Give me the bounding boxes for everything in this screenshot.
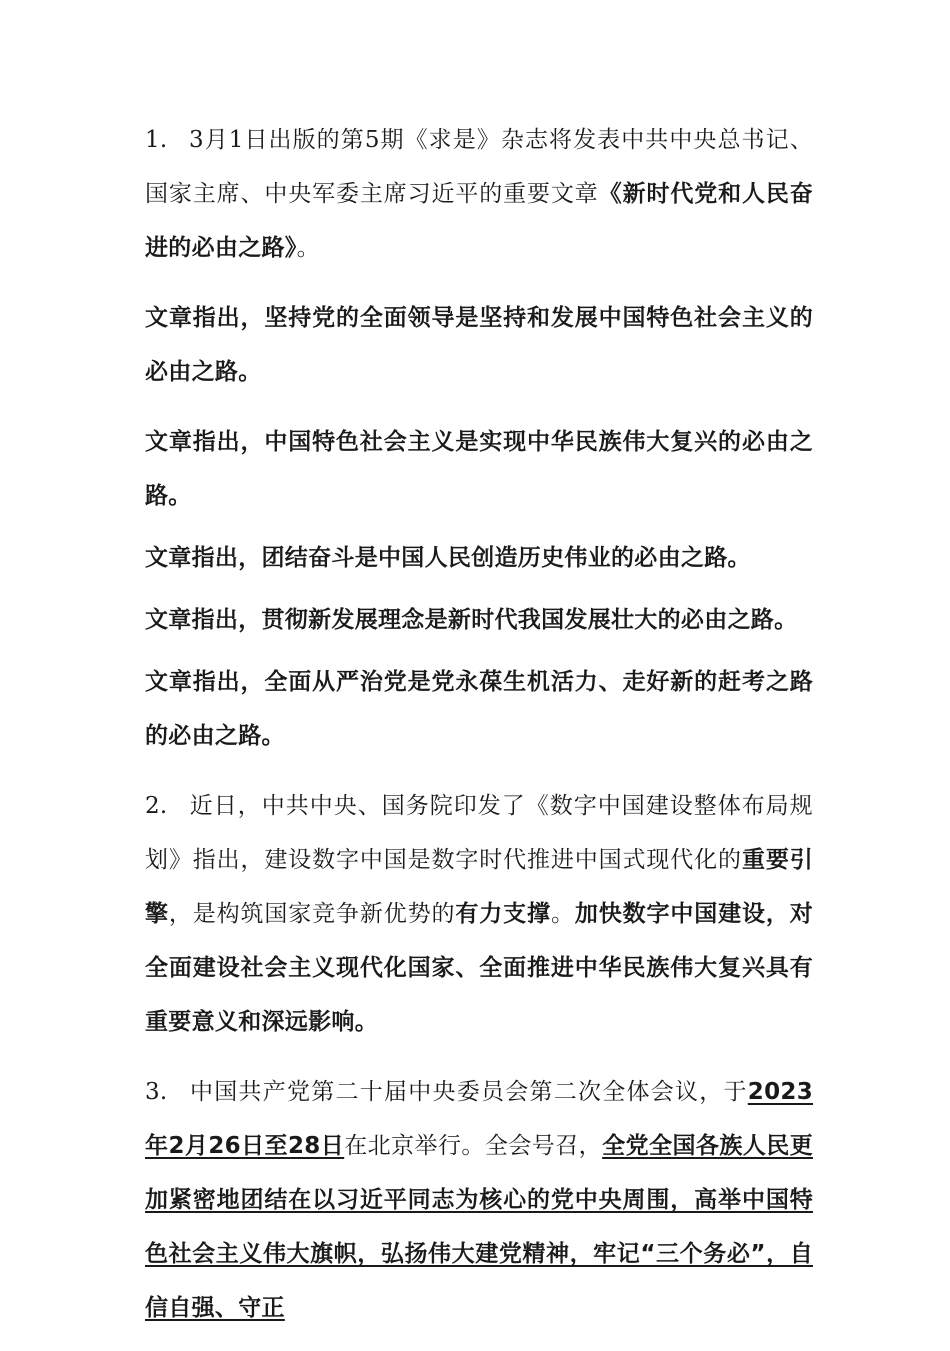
point-1: 文章指出，坚持党的全面领导是坚持和发展中国特色社会主义的必由之路。	[145, 305, 813, 385]
item-1-article-title: 《新时代党和人民奋进的必由之路》	[145, 181, 814, 261]
item-2-text-b: ，是构筑国家竞争新优势的	[168, 901, 456, 927]
point-3: 文章指出，团结奋斗是中国人民创造历史伟业的必由之路。	[145, 545, 751, 571]
item-2-bold-significance: 加快数字中国建设，对全面建设社会主义现代化国家、全面推进中华民族伟大复兴具有重要意义和深远影响。	[145, 901, 814, 1035]
item-1-end: 。	[296, 235, 320, 261]
item-3-text-b: 在北京举行。全会号召，	[344, 1133, 603, 1159]
point-5: 文章指出，全面从严治党是党永葆生机活力、走好新的赶考之路的必由之路。	[145, 669, 813, 749]
item-2-bold-engine: 重要引擎	[145, 847, 814, 927]
item-2-number: 2.	[145, 793, 168, 819]
item-3-paragraph	[145, 1065, 813, 1335]
item-1-number: 1.	[145, 127, 168, 153]
item-3-number: 3.	[145, 1079, 168, 1105]
item-2-text-c: 。	[550, 901, 575, 927]
point-4: 文章指出，贯彻新发展理念是新时代我国发展壮大的必由之路。	[145, 607, 798, 633]
item-2-paragraph	[145, 779, 813, 1049]
document-page	[145, 113, 813, 1351]
item-1-paragraph	[145, 113, 813, 275]
item-2-text-a: 近日，中共中央、国务院印发了《数字中国建设整体布局规划》指出，建设数字中国是数字时代推进中国式现代化的	[145, 793, 813, 873]
item-3-date: 2023年2月26日至28日	[145, 1079, 813, 1159]
item-1-text: 3月1日出版的第5期《求是》杂志将发表中共中央总书记、国家主席、中央军委主席习近平的重要文章	[145, 127, 813, 207]
item-3-call: 全党全国各族人民更加紧密地团结在以习近平同志为核心的党中央周围，高举中国特色社会主义伟大旗帜，弘扬伟大建党精神，牢记“三个务必”，自信自强、守正	[145, 1133, 813, 1321]
point-2: 文章指出，中国特色社会主义是实现中华民族伟大复兴的必由之路。	[145, 429, 813, 509]
item-3-text-a: 中国共产党第二十届中央委员会第二次全体会议，于	[189, 1079, 748, 1105]
item-2-bold-support: 有力支撑	[455, 901, 551, 927]
